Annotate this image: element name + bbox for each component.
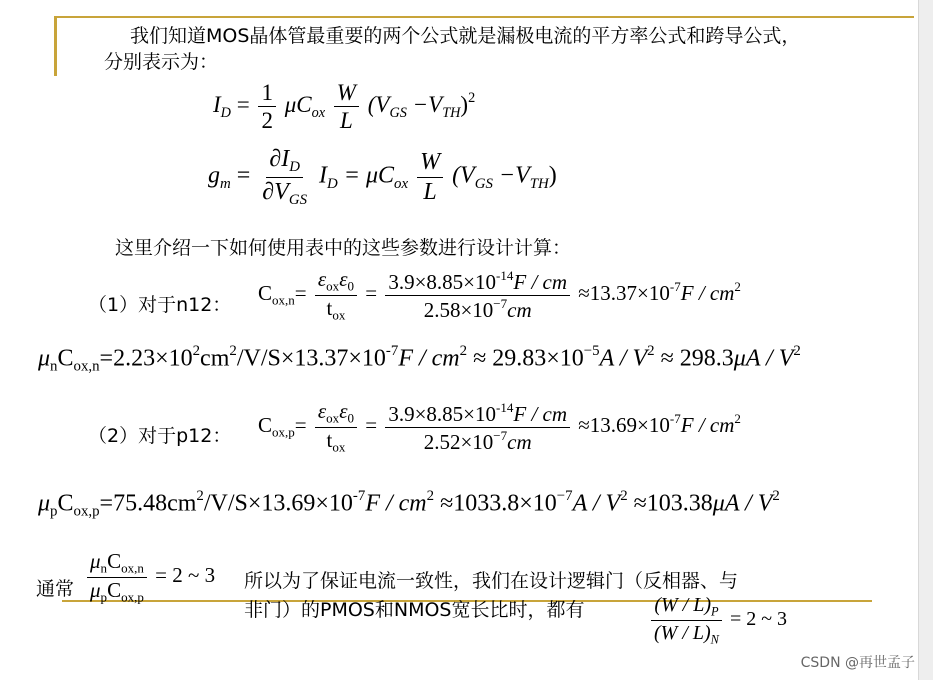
formula-cox-n: $C_{ox,n}=$ $\frac{\varepsilon_{ox}\varepsilon_0}{t_{ox}}$ = $\frac{3.9\times 8.85\times 10^{-14}F / cm}{2.58\times 10^{-7}cm}$ $\approx 13.37\times 10^{-7}F / cm^2$ bbox=[258, 267, 741, 323]
formula-mu-cox-n: $\mu_nC_{ox,n}=2.23\times 10^2cm^2/V/S\times 13.37\times 10^{-7}F / cm^2 \approx 29.83\times 10^{-5}A / V^2 \approx 298.3\mu A / V^2$ bbox=[38, 343, 801, 375]
page-edge bbox=[918, 0, 933, 680]
wl-fraction: $\frac{W}{L}$ bbox=[334, 80, 359, 134]
half-fraction: $\frac{1}{2}$ bbox=[258, 80, 276, 134]
intro-line-3: 这里介绍一下如何使用表中的这些参数进行设计计算： bbox=[115, 237, 572, 259]
partial-fraction: $\frac{\partial I_D}{\partial V_{GS}}$ bbox=[262, 146, 308, 208]
formula-drain-current: $I_D$ = $\frac{1}{2}$ $\mu C_{ox}$ $\frac{W}{L}$ $(V_{GS} -V_{TH})^2$ bbox=[213, 80, 476, 134]
watermark: CSDN @再世孟子 bbox=[800, 655, 915, 671]
p12-label: （2）对于p12： bbox=[88, 425, 232, 447]
formula-transconductance: $g_m$ = $\frac{\partial I_D}{\partial V_{GS}}$ $I_D = \mu C_{ox}$ $\frac{W}{L}$ $(V_{GS} -V_{TH})$ bbox=[208, 146, 557, 208]
formula-cox-p: $C_{ox,p}=$ $\frac{\varepsilon_{ox}\varepsilon_0}{t_{ox}}$ = $\frac{3.9\times 8.85\times 10^{-14}F / cm}{2.52\times 10^{-7}cm}$ $\approx 13.69\times 10^{-7}F / cm^2$ bbox=[258, 399, 741, 455]
n12-label: （1）对于n12： bbox=[88, 294, 232, 316]
accent-rule-left bbox=[54, 16, 57, 76]
formula-mobility-ratio: $\frac{\mu_nC_{ox,n}}{\mu_pC_{ox,p}}$ = 2 ~ 3 bbox=[84, 550, 215, 605]
accent-rule-top bbox=[54, 16, 914, 18]
intro-line-2: 分别表示为： bbox=[104, 51, 219, 73]
conclusion-line-2: 非门）的PMOS和NMOS宽长比时，都有 bbox=[244, 599, 585, 621]
id-symbol: I bbox=[213, 92, 221, 118]
usually-label: 通常 bbox=[36, 578, 75, 600]
conclusion-line-1: 所以为了保证电流一致性，我们在设计逻辑门（反相器、与 bbox=[244, 570, 739, 592]
formula-wl-ratio: $\frac{(W / L)_P}{(W / L)_N}$ = 2 ~ 3 bbox=[648, 594, 787, 647]
formula-mu-cox-p: $\mu_pC_{ox,p}=75.48cm^2/V/S\times 13.69\times 10^{-7}F / cm^2 \approx 1033.8\times 10^{-7}A / V^2 \approx 103.38\mu A / V^2$ bbox=[38, 488, 780, 520]
intro-line-1: 我们知道MOS晶体管最重要的两个公式就是漏极电流的平方率公式和跨导公式， bbox=[130, 25, 801, 47]
